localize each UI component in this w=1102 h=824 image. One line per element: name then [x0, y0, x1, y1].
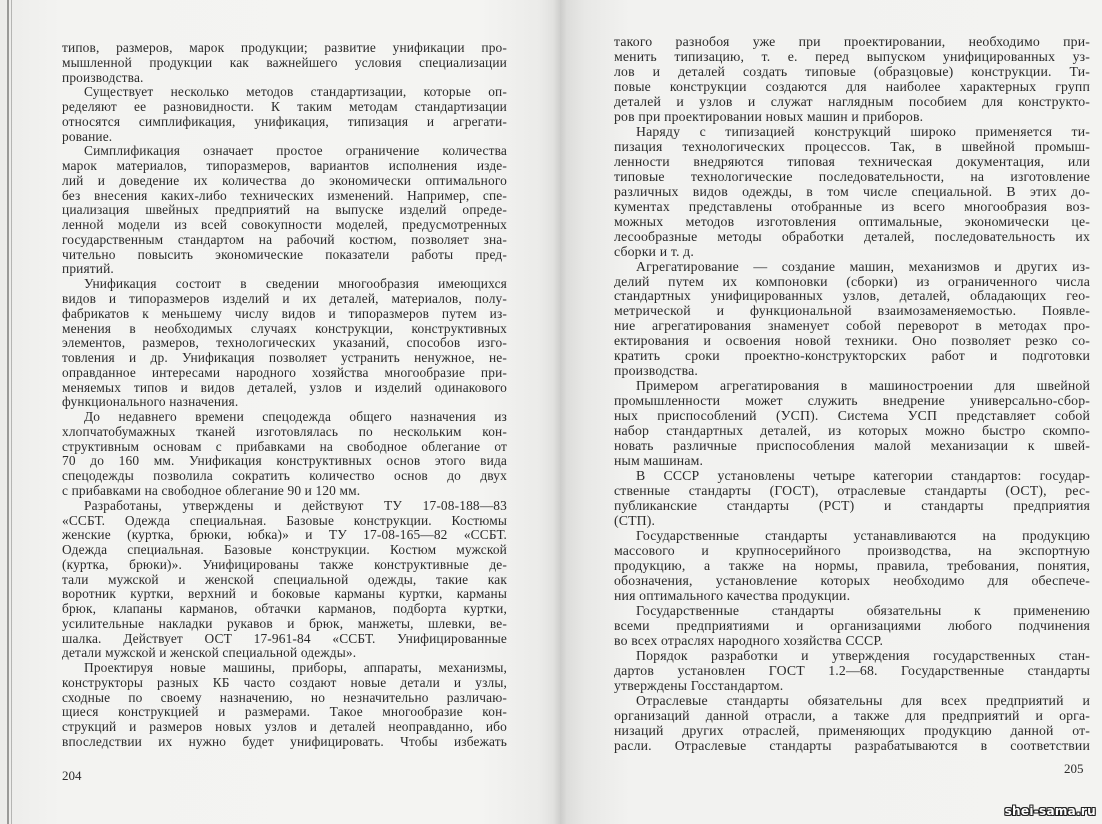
page-edge-line: [11, 0, 12, 824]
text-line: элементов, размеров, технологических указаний, способов изго-: [62, 336, 507, 351]
text-line: расли. Отраслевые стандарты разрабатываются в соответствии: [614, 737, 1090, 753]
text-line: хлопчатобумажных тканей изготовлялась по нескольким кон-: [62, 424, 507, 439]
text-line: продукцию, а также на нормы, правила, требования, понятия,: [614, 557, 1090, 573]
text-line: ектирования и освоения новой техники. Оно позволяет резко со-: [614, 333, 1090, 349]
text-line: ров при проектировании новых машин и приборов.: [614, 108, 924, 124]
text-line: низаций других отраслей, применяющих продукцию данной от-: [614, 722, 1090, 738]
text-line: утверждены Госстандартом.: [614, 677, 784, 693]
text-line: промышленности может служить внедрение универсально-сбор-: [614, 393, 1090, 409]
text-line: лов и деталей создать типовые (образцовые) конструкции. Ти-: [614, 63, 1090, 79]
text-line: Наряду с типизацией конструкций широко применяется ти-: [636, 123, 1090, 139]
text-line: кратить сроки проектно-конструкторских работ и подготовки: [614, 348, 1090, 364]
page-number-right: 205: [1064, 761, 1084, 776]
text-line: ных приспособлений (УСП). Система УСП представляет собой: [614, 408, 1090, 424]
text-line: товления и др. Унификация позволяет устранить ненужное, не-: [62, 351, 507, 366]
text-line: Порядок разработки и утверждения государственных стан-: [636, 647, 1090, 663]
text-line: Агрегатирование — создание машин, механизмов и других из-: [636, 258, 1090, 274]
text-line: новать различные приспособления малой механизации к швей-: [614, 438, 1090, 454]
text-line: обозначения, установление которых необходимо для обеспече-: [614, 572, 1090, 588]
text-line: массового и крупносерийного производства, на экспортную: [614, 542, 1090, 558]
text-line: 70 до 160 мм. Унификация конструктивных основ этого вида: [62, 454, 507, 469]
text-line: брюк, клапаны карманов, обтачки карманов, подборта куртки,: [62, 602, 507, 617]
text-line: чительно повысить экономические показатели работы пред-: [62, 247, 507, 262]
text-line: оправданное интересами народного хозяйства многообразие при-: [62, 365, 507, 380]
text-line: повые конструкции создаются для наиболее характерных групп: [614, 78, 1090, 94]
page-edge-line: [7, 0, 9, 824]
text-line: Существует несколько методов стандартизации, которые оп-: [84, 85, 507, 100]
text-line: деталей и узлов и служат наглядным пособием для конструкто-: [614, 93, 1090, 109]
text-line: циализация швейных предприятий на выпуске изделий опреде-: [62, 203, 507, 218]
text-line: ленности внедряются типовая техническая документация, или: [614, 153, 1090, 169]
text-line: лий и доведение их количества до экономически оптимального: [62, 173, 507, 188]
text-line: меняемых типов и видов деталей, узлов и изделий одинакового: [62, 380, 507, 395]
text-line: мышленной продукции как важнейшего условия специализации: [62, 55, 507, 70]
text-line: публиканские стандарты (РСТ) и стандарты предприятия: [614, 498, 1090, 513]
text-line: менить типизацию, т. е. перед выпуском унифицированных уз-: [614, 48, 1090, 64]
text-line: спецодежды позволила сократить количество основ до двух: [62, 469, 507, 484]
text-line: ным машинам.: [614, 453, 704, 469]
text-line: ленной модели из всей совокупности моделей, предусмотренных: [62, 218, 507, 233]
text-line: без внесения каких-либо технических изменений. Например, спе-: [62, 188, 507, 203]
text-line: структивным основам с прибавками на свободное облегание от: [62, 439, 507, 454]
text-line: во всех отраслях народного хозяйства СССР.: [614, 632, 884, 648]
text-line: марок материалов, типоразмеров, вариантов исполнения изде-: [62, 159, 507, 174]
text-line: женские (куртка, брюки, юбка)» и ТУ 17-08-165—82 «ССБТ.: [62, 528, 507, 543]
left-page-text: [62, 41, 507, 750]
text-line: лесообразные методы обработки деталей, последовательность их: [614, 228, 1090, 244]
text-line: Государственные стандарты устанавливаются на продукцию: [636, 527, 1090, 543]
text-line: типов, размеров, марок продукции; развитие унификации про-: [62, 41, 507, 55]
text-line: детали мужской и женской специальной одежды».: [62, 646, 357, 661]
text-line: (куртка, брюки)». Унифицированы также конструктивные де-: [62, 557, 507, 572]
text-line: сходные по своему назначению, но незначительно различаю-: [62, 690, 507, 705]
text-line: шалка. Действует ОСТ 17-961-84 «ССБТ. Унифицированные: [62, 631, 507, 646]
text-line: всеми предприятиями и организациями любого подчинения: [614, 617, 1090, 633]
book-gutter: [553, 0, 567, 824]
text-line: Симплификация означает простое ограничение количества: [84, 144, 507, 159]
text-line: ния оптимального качества продукции.: [614, 587, 851, 603]
text-line: Унификация состоит в сведении многообразия имеющихся: [84, 277, 507, 292]
text-line: струкций и размеров новых узлов и деталей неоправданно, ибо: [62, 720, 507, 735]
text-line: набор стандартных деталей, из которых можно быстро скомпо-: [614, 423, 1090, 439]
text-line: организаций данной отрасли, а также для предприятий и орга-: [614, 707, 1090, 723]
site-watermark: shei-sama.ru: [1004, 804, 1096, 818]
text-line: дартов установлен ГОСТ 1.2—68. Государственные стандарты: [614, 662, 1090, 678]
text-line: менения в необходимых случаях конструкции, конструктивных: [62, 321, 507, 336]
text-line: тали мужской и женской специальной одежды, такие как: [62, 572, 507, 587]
text-line: впоследствии их нужно будет унифицировать. Чтобы избежать: [62, 734, 507, 749]
text-line: ственные стандарты (ГОСТ), отраслевые стандарты (ОСТ), рес-: [614, 483, 1090, 499]
text-line: государственным стандартом на рабочий костюм, позволяет зна-: [62, 232, 507, 247]
text-line: ределяют ее разновидности. К таким методам стандартизации: [62, 100, 507, 115]
text-line: с прибавками на свободное облегание 90 и 120 мм.: [62, 483, 361, 498]
text-line: щиеся конструкцией и размерами. Такое многообразие кон-: [62, 705, 507, 720]
text-line: Одежда специальная. Базовые конструкции. Костюм мужской: [62, 543, 507, 558]
text-line: сборки и т. д.: [614, 243, 694, 259]
right-page-text: [614, 34, 1090, 753]
text-line: функционального назначения.: [62, 395, 239, 410]
text-line: относятся симплификация, унификация, типизация и агрегати-: [62, 114, 507, 129]
text-line: различных видов одежды, в том числе специальной. В этих до-: [614, 183, 1090, 199]
text-line: кументах представлены отобранные из всего многообразия воз-: [614, 198, 1090, 214]
text-line: Отраслевые стандарты обязательны для всех предприятий и: [636, 692, 1090, 708]
text-line: приятий.: [62, 262, 114, 277]
text-line: можных методов изготовления оптимальные, экономически це-: [614, 213, 1090, 229]
text-line: До недавнего времени спецодежда общего назначения из: [84, 410, 507, 425]
text-line: производства.: [614, 363, 698, 379]
text-line: Проектируя новые машины, приборы, аппараты, механизмы,: [84, 661, 507, 676]
text-line: ние агрегатирования знаменует собой переворот в методах про-: [614, 318, 1090, 334]
text-line: Примером агрегатирования в машиностроении для швейной: [636, 378, 1090, 394]
text-line: рование.: [62, 129, 113, 144]
text-line: производства.: [62, 70, 144, 85]
text-line: пизация технологических процессов. Так, в швейной промыш-: [614, 138, 1090, 154]
text-line: метрической и функциональной взаимозаменяемостью. Появле-: [614, 303, 1090, 319]
text-line: такого разнобоя уже при проектировании, необходимо при-: [614, 34, 1090, 49]
text-line: (СТП).: [614, 513, 656, 528]
text-line: конструкторы разных КБ часто создают новые детали и узлы,: [62, 675, 507, 690]
text-line: Разработаны, утверждены и действуют ТУ 17-08-188—83: [84, 498, 507, 513]
text-line: В СССР установлены четыре категории стандартов: государ-: [636, 468, 1090, 484]
text-line: «ССБТ. Одежда специальная. Базовые конструкции. Костюмы: [62, 513, 507, 528]
text-line: типовые технологические последовательности, на изготовление: [614, 168, 1090, 184]
text-line: стандартных унифицированных узлов, деталей, обладающих гео-: [614, 288, 1090, 304]
text-line: Государственные стандарты обязательны к применению: [636, 602, 1090, 618]
text-line: делий путем их компоновки (сборки) из ограниченного числа: [614, 273, 1090, 289]
page-number-left: 204: [62, 768, 82, 783]
text-line: воротник куртки, верхний и боковые карманы куртки, карманы: [62, 587, 507, 602]
text-line: фабрикатов к меньшему числу видов и типоразмеров путем из-: [62, 306, 507, 321]
text-line: видов и типоразмеров изделий и их деталей, материалов, полу-: [62, 292, 507, 307]
text-line: усилительные накладки рукавов и брюк, манжеты, шлевки, ве-: [62, 616, 507, 631]
